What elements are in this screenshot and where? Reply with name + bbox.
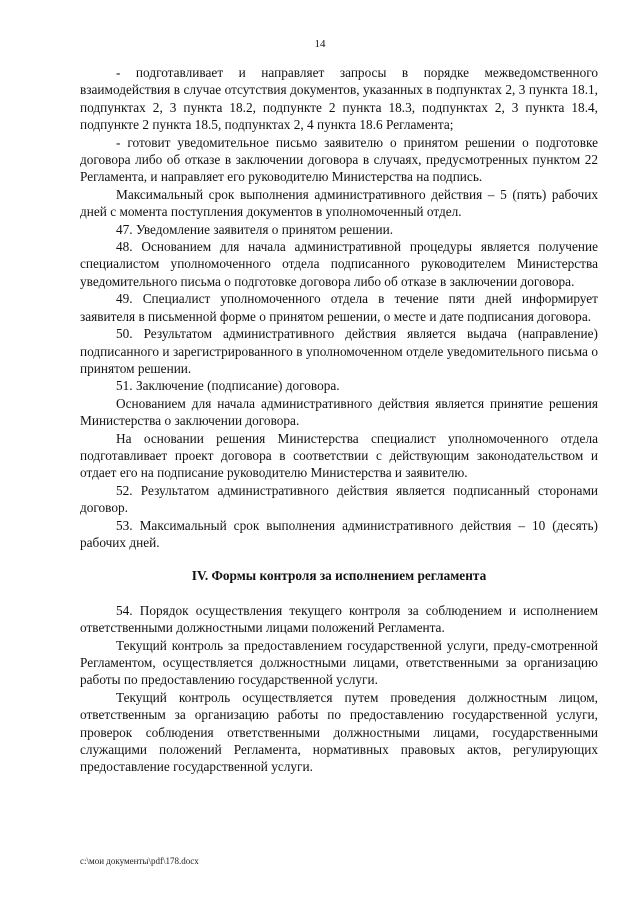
paragraph-item-52: 52. Результатом административного действия является подписанный сторонами договор. [80, 482, 598, 516]
paragraph-item-51: 51. Заключение (подписание) договора. [116, 378, 340, 394]
document-body [80, 64, 598, 776]
footer-file-path: c:\мои документы\pdf\178.docx [80, 856, 199, 866]
paragraph-item-53: 53. Максимальный срок выполнения административного действия – 10 (десять) рабочих дней. [80, 517, 598, 550]
paragraph-item-48: 48. Основанием для начала административной процедуры является получение специалистом уполномоченного отдела подписанного руководителем Министерства уведомительного письма о подготовке договора либо об отказе в заключении договора. [80, 239, 598, 289]
paragraph-item-50: 50. Результатом административного действия является выдача (направление) подписанного и зарегистрированного в уполномоченном отделе уведомительного письма о принятом решении. [80, 326, 598, 376]
paragraph-max-term-5-days: Максимальный срок выполнения административного действия – 5 (пять) рабочих дней с момента поступления документов в уполномоченный отдел. [80, 186, 598, 220]
paragraph-current-control: Текущий контроль за предоставлением государственной услуги, преду-смотренной Регламентом, осуществляется должностными лицами, ответственными за организацию работы по предоставлению государственной услуги. [80, 637, 598, 688]
paragraph-basis: Основанием для начала административного действия является принятие решения Министерства о заключении договора. [80, 395, 598, 429]
page-number: 14 [314, 38, 326, 50]
paragraph-control-inspections: Текущий контроль осуществляется путем проведения должностным лицом, ответственным за организацию работы по предоставлению государственной услуги, проверок соблюдения ответственными должностными лицами, государственными служащими положений Регламента, нормативных правовых актов, регулирующих предоставление государственной услуги. [80, 689, 598, 775]
section-heading: IV. Формы контроля за исполнением регламента [191, 568, 487, 584]
paragraph-item-47: 47. Уведомление заявителя о принятом решении. [116, 221, 394, 237]
paragraph-item-49: 49. Специалист уполномоченного отдела в течение пяти дней информирует заявителя в письменной форме о принятом решении, о месте и дате подписания договора. [80, 291, 598, 324]
paragraph-draft-contract: На основании решения Министерства специалист уполномоченного отдела подготавливает проект договора в соответствии с действующим законодательством и отдает его на подписание руководителю Министерства и заявителю. [80, 430, 598, 481]
paragraph-item-54: 54. Порядок осуществления текущего контроля за соблюдением и исполнением ответственными должностными лицами положений Регламента. [80, 602, 598, 636]
paragraph-notification-letter: - готовит уведомительное письмо заявителю о принятом решении о подготовке договора либо об отказе в заключении договора в случаях, предусмотренных пунктом 22 Регламента, и направляет его руководителю Министерства на подпись. [80, 134, 598, 185]
paragraph-requests: - подготавливает и направляет запросы в порядке межведомственного взаимодействия в случае отсутствия документов, указанных в подпунктах 2, 3 пункта 18.1, подпунктах 2, 3 пункта 18.2, подпункте 2 пункта 18.3, подпунктах 2, 3 пункта 18.4, подпункте 2 пункта 18.5, подпунктах 2, 4 пункта 18.6 Регламента; [80, 65, 598, 133]
